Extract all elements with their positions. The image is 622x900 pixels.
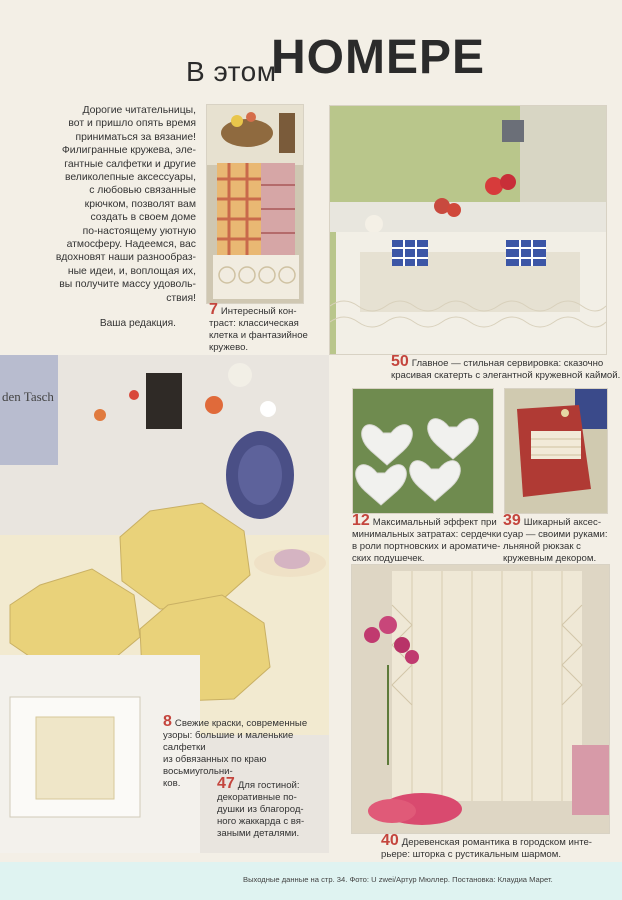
title-prefix: В этом xyxy=(186,56,277,87)
photo-backpack xyxy=(504,388,608,514)
caption-line: Для гостиной: xyxy=(237,780,300,791)
photo-table-setting xyxy=(329,105,607,355)
book-title: den Tasch xyxy=(2,389,54,404)
photo-curtain xyxy=(351,564,610,834)
caption-line: из обвязанных по краю восьмиугольни- xyxy=(163,754,267,777)
photo-towels xyxy=(206,104,304,304)
caption-line: ских подушечек. xyxy=(352,553,425,564)
page-number: 40 xyxy=(381,832,399,849)
caption-line: ков. xyxy=(163,778,181,789)
caption-line: льняной рюкзак с xyxy=(503,541,581,552)
caption-p12 xyxy=(352,512,502,565)
intro-line: Филигранные кружева, эле- xyxy=(61,145,196,157)
intro-line: с любовью связанные xyxy=(89,185,196,197)
caption-line: Свежие краски, современные xyxy=(174,718,308,729)
intro-line: создать в своем доме xyxy=(90,212,196,224)
caption-line: Шикарный аксес- xyxy=(523,517,602,528)
backpack-illustration xyxy=(505,389,607,513)
caption-line: Деревенская романтика в городском инте- xyxy=(401,837,593,848)
page-number: 50 xyxy=(391,353,409,370)
caption-p7 xyxy=(209,301,319,354)
caption-line: Интересный кон- xyxy=(220,306,297,317)
caption-p39 xyxy=(503,512,621,565)
caption-p40 xyxy=(381,832,621,861)
intro-line: вот и пришло опять время xyxy=(68,118,196,130)
intro-line: Дорогие читательницы, xyxy=(82,105,196,116)
caption-line: ного жаккарда с вя- xyxy=(217,816,305,827)
caption-line: Максимальный эффект при xyxy=(372,517,497,528)
signature: Ваша редакция. xyxy=(99,318,176,329)
caption-p50 xyxy=(391,353,621,382)
table-illustration xyxy=(330,106,606,354)
intro-line: атмосферу. Надеемся, вас xyxy=(66,239,196,251)
intro-line: по-настоящему уютную xyxy=(82,225,196,237)
page-number: 8 xyxy=(163,713,172,730)
intro-line: вы получите массу удоволь- xyxy=(59,279,196,291)
caption-line: красивая скатерть с элегантной кружевной каймой. xyxy=(391,370,621,381)
page-number: 39 xyxy=(503,512,521,529)
intro-line: гантные салфетки и другие xyxy=(64,158,196,170)
hearts-illustration xyxy=(353,389,493,513)
towels-illustration xyxy=(207,105,303,303)
caption-line: душки из благород- xyxy=(217,804,304,815)
footer-credits: Выходные данные на стр. 34. Фото: U zwei/Артур Мюллер. Постановка: Клаудиа Марет. xyxy=(243,875,553,884)
intro-line: крючком, позволят вам xyxy=(84,198,196,210)
caption-p47 xyxy=(217,775,317,840)
caption-line: декоративные по- xyxy=(217,792,297,803)
page-title: НОМЕРЕ xyxy=(271,31,486,84)
intro-line: вдохновят наши разнообраз- xyxy=(55,252,196,264)
intro-text xyxy=(36,104,196,305)
intro-line: великолепные аксессуары, xyxy=(64,172,196,184)
page-number: 12 xyxy=(352,512,370,529)
caption-line: суар — своими руками: xyxy=(503,529,608,540)
curtain-illustration xyxy=(352,565,609,833)
caption-line: кружево. xyxy=(209,342,249,353)
intro-line: приниматься за вязание! xyxy=(75,131,196,143)
caption-line: рьере: шторка с рустикальным шармом. xyxy=(381,849,562,860)
caption-line: кружевным декором. xyxy=(503,553,597,564)
caption-line: Главное — стильная сервировка: сказочно xyxy=(411,358,604,369)
caption-line: узоры: большие и маленькие салфетки xyxy=(163,730,294,753)
caption-line: траст: классическая xyxy=(209,318,299,329)
page-number: 47 xyxy=(217,775,235,792)
caption-line: клетка и фантазийное xyxy=(209,330,308,341)
intro-line: ствия! xyxy=(166,292,196,304)
page-number: 7 xyxy=(209,301,218,318)
photo-hearts xyxy=(352,388,494,514)
caption-line: минимальных затратах: сердечки xyxy=(352,529,502,540)
caption-line: заными деталями. xyxy=(217,828,300,839)
caption-line: в роли портновских и ароматиче- xyxy=(352,541,501,552)
intro-line: ные идеи, и, воплощая их, xyxy=(67,265,196,277)
